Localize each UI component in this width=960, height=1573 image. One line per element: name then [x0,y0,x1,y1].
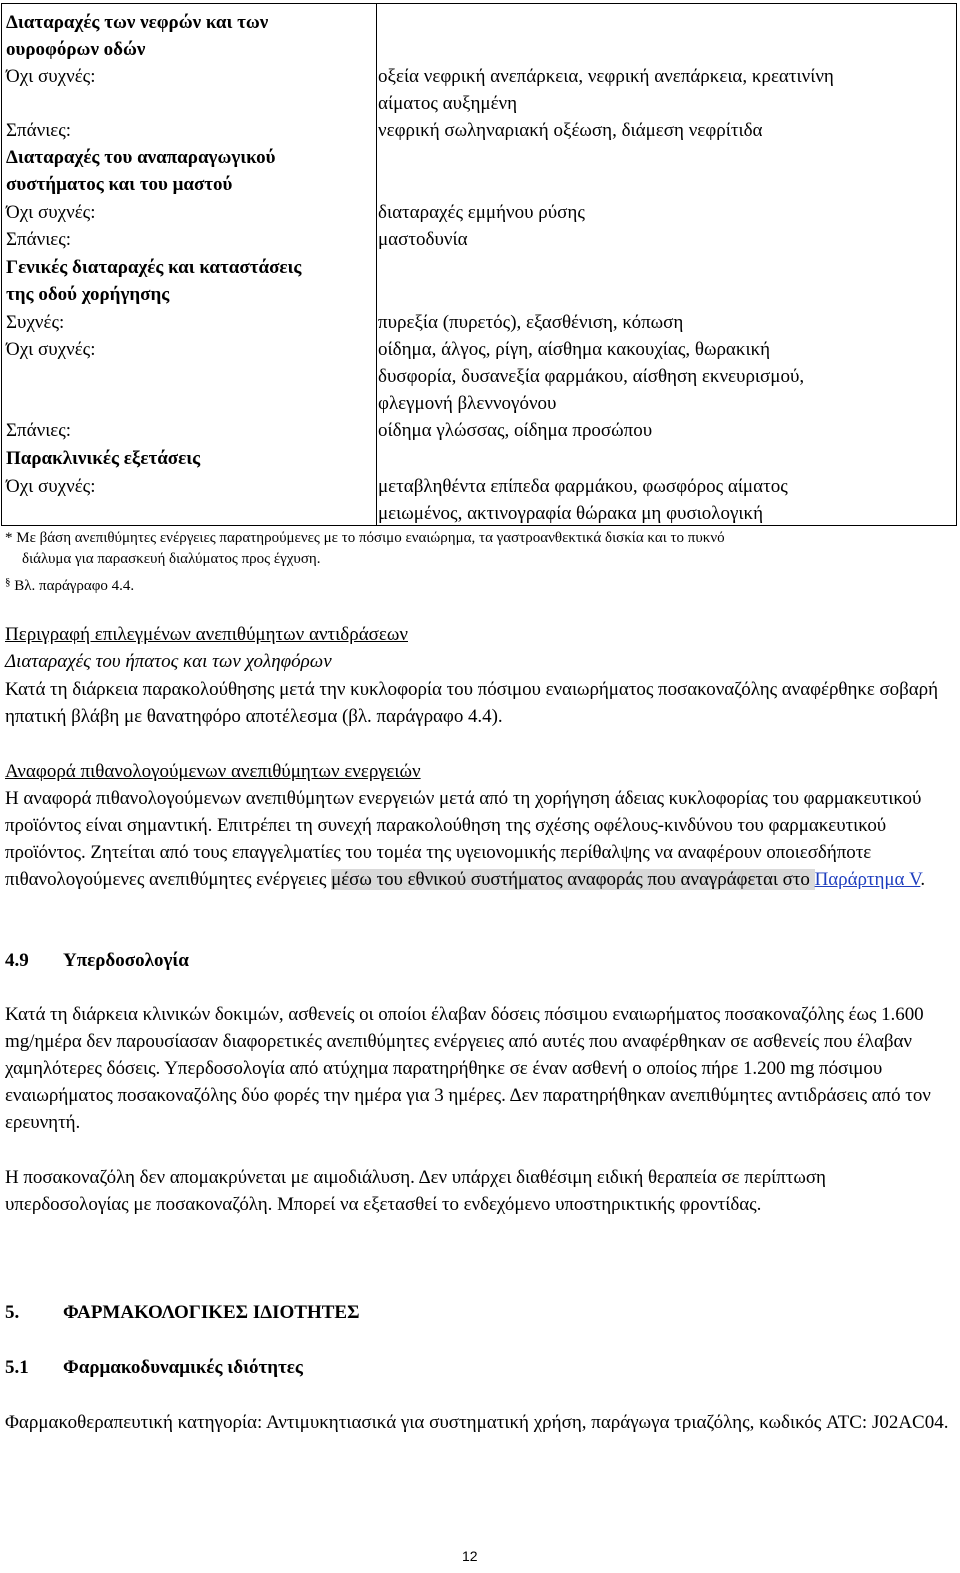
section-title: Υπερδοσολογία [63,950,189,971]
frequency-label: Όχι συχνές: [6,202,96,223]
soc-general-title: Γενικές διαταραχές και καταστάσεις [6,257,302,278]
overdose-paragraph-1: Κατά τη διάρκεια κλινικών δοκιμών, ασθενείς οι οποίοι έλαβαν δόσεις πόσιμου εναιωρήματος ποσακοναζόλης έως 1.600 mg/ημέρα δεν παρουσίασαν διαφορετικές ανεπιθύμητες ενέργειες από αυτές που αναφέρθηκαν σε ασθενείς που έλαβαν χαμηλότερες δόσεις. Υπερδοσολογία από ατύχημα παρατηρήθηκε σε έναν ασθενή ο οποίος πήρε 1.200 mg πόσιμου εναιωρήματος ποσακοναζόλης δύο φορές την ημέρα για 3 ημέρες. Δεν παρατηρήθηκαν ανεπιθύμητες αντιδράσεις από τον ερευνητή. [5,1004,931,1133]
page-number: 12 [462,1548,478,1564]
section-number: 5. [5,1302,20,1323]
reaction-text: φλεγμονή βλεννογόνου [378,393,557,414]
frequency-label: Συχνές: [6,312,65,333]
selected-reactions-heading: Περιγραφή επιλεγμένων ανεπιθύμητων αντιδράσεων [5,624,408,645]
frequency-label: Όχι συχνές: [6,339,96,360]
section-number: 4.9 [5,950,29,971]
pharmacotherapeutic-paragraph: Φαρμακοθεραπευτική κατηγορία: Αντιμυκητιασικά για συστηματική χρήση, παράγωγα τριαζόλης, κωδικός ATC: J02AC04. [5,1412,949,1433]
section-5-heading [5,1299,360,1326]
reaction-text: μειωμένος, ακτινογραφία θώρακα μη φυσιολογική [378,503,764,524]
section-4-9-heading [5,947,189,974]
frequency-label: Σπάνιες: [6,229,72,250]
soc-general-title-cont: της οδού χορήγησης [6,284,170,305]
table-column-divider [376,4,377,525]
reporting-heading: Αναφορά πιθανολογούμενων ανεπιθύμητων ενεργειών [5,761,421,782]
reporting-highlight: μέσω του εθνικού συστήματος αναφοράς που αναγράφεται στο [331,869,815,890]
soc-investigations-title: Παρακλινικές εξετάσεις [6,448,201,469]
frequency-label: Όχι συχνές: [6,476,96,497]
reaction-text: δυσφορία, δυσανεξία φαρμάκου, αίσθηση εκνευρισμού, [378,366,805,387]
reaction-text: οίδημα, άλγος, ρίγη, αίσθημα κακουχίας, θωρακική [378,339,771,360]
soc-reproductive-title: Διαταραχές του αναπαραγωγικού [6,147,276,168]
section-5-1-heading [5,1354,303,1381]
reaction-text: νεφρική σωληναριακή οξέωση, διάμεση νεφρίτιδα [378,120,763,141]
reaction-text: οξεία νεφρική ανεπάρκεια, νεφρική ανεπάρκεια, κρεατινίνη [378,66,834,87]
footnote-section-mark: § [5,576,11,588]
reaction-text: αίματος αυξημένη [378,93,518,114]
frequency-label: Όχι συχνές: [6,66,96,87]
annex-v-link[interactable]: Παράρτημα V [814,869,921,890]
reporting-text: Η αναφορά πιθανολογούμενων ανεπιθύμητων ενεργειών μετά από τη χορήγηση άδειας κυκλοφορίας του φαρμακευτικού προϊόντος είναι σημαντική. Επιτρέπει τη συνεχή παρακολούθηση της σχέσης οφέλους-κινδύνου του φαρμακευτικού προϊόντος. Ζητείται από τους επαγγελματίες του τομέα της υγειονομικής περίθαλψης να αναφέρουν οποιεσδήποτε πιθανολογούμενες ανεπιθύμητες ενέργειες [5,788,922,890]
frequency-label: Σπάνιες: [6,420,72,441]
hepatobiliary-paragraph: Κατά τη διάρκεια παρακολούθησης μετά την κυκλοφορία του πόσιμου εναιωρήματος ποσακοναζόλης αναφέρθηκε σοβαρή ηπατική βλάβη με θανατηφόρο αποτέλεσμα (βλ. παράγραφο 4.4). [5,679,938,727]
soc-renal-title: Διαταραχές των νεφρών και των [6,12,269,33]
frequency-label: Σπάνιες: [6,120,72,141]
reaction-text: πυρεξία (πυρετός), εξασθένιση, κόπωση [378,312,684,333]
footnote-section [5,576,134,596]
hepatobiliary-subheading: Διαταραχές του ήπατος και των χοληφόρων [5,651,332,672]
reaction-text: μαστοδυνία [378,229,468,250]
soc-reproductive-title-cont: συστήματος και του μαστού [6,174,233,195]
section-title: ΦΑΡΜΑΚΟΛΟΓΙΚΕΣ ΙΔΙΟΤΗΤΕΣ [63,1302,360,1323]
reaction-text: μεταβληθέντα επίπεδα φαρμάκου, φωσφόρος αίματος [378,476,788,497]
soc-renal-title-cont: ουροφόρων οδών [6,39,146,60]
reporting-end: . [920,869,926,890]
footnote-asterisk-cont: διάλυμα για παρασκευή διαλύματος προς έγχυση. [22,551,321,567]
reaction-text: οίδημα γλώσσας, οίδημα προσώπου [378,420,653,441]
footnote-asterisk: * Με βάση ανεπιθύμητες ενέργειες παρατηρούμενες με το πόσιμο εναιώρημα, τα γαστροανθεκτικά δισκία και το πυκνό [5,530,725,546]
overdose-paragraph-2: Η ποσακοναζόλη δεν απομακρύνεται με αιμοδιάλυση. Δεν υπάρχει διαθέσιμη ειδική θεραπεία σε περίπτωση υπερδοσολογίας με ποσακοναζόλη. Μπορεί να εξετασθεί το ενδεχόμενο υποστηρικτικής φροντίδας. [5,1167,826,1215]
reporting-paragraph [5,785,950,893]
section-number: 5.1 [5,1357,29,1378]
section-title: Φαρμακοδυναμικές ιδιότητες [63,1357,303,1378]
adverse-reactions-table [1,3,957,526]
reaction-text: διαταραχές εμμήνου ρύσης [378,202,585,223]
footnote-section-text: Βλ. παράγραφο 4.4. [10,578,135,594]
